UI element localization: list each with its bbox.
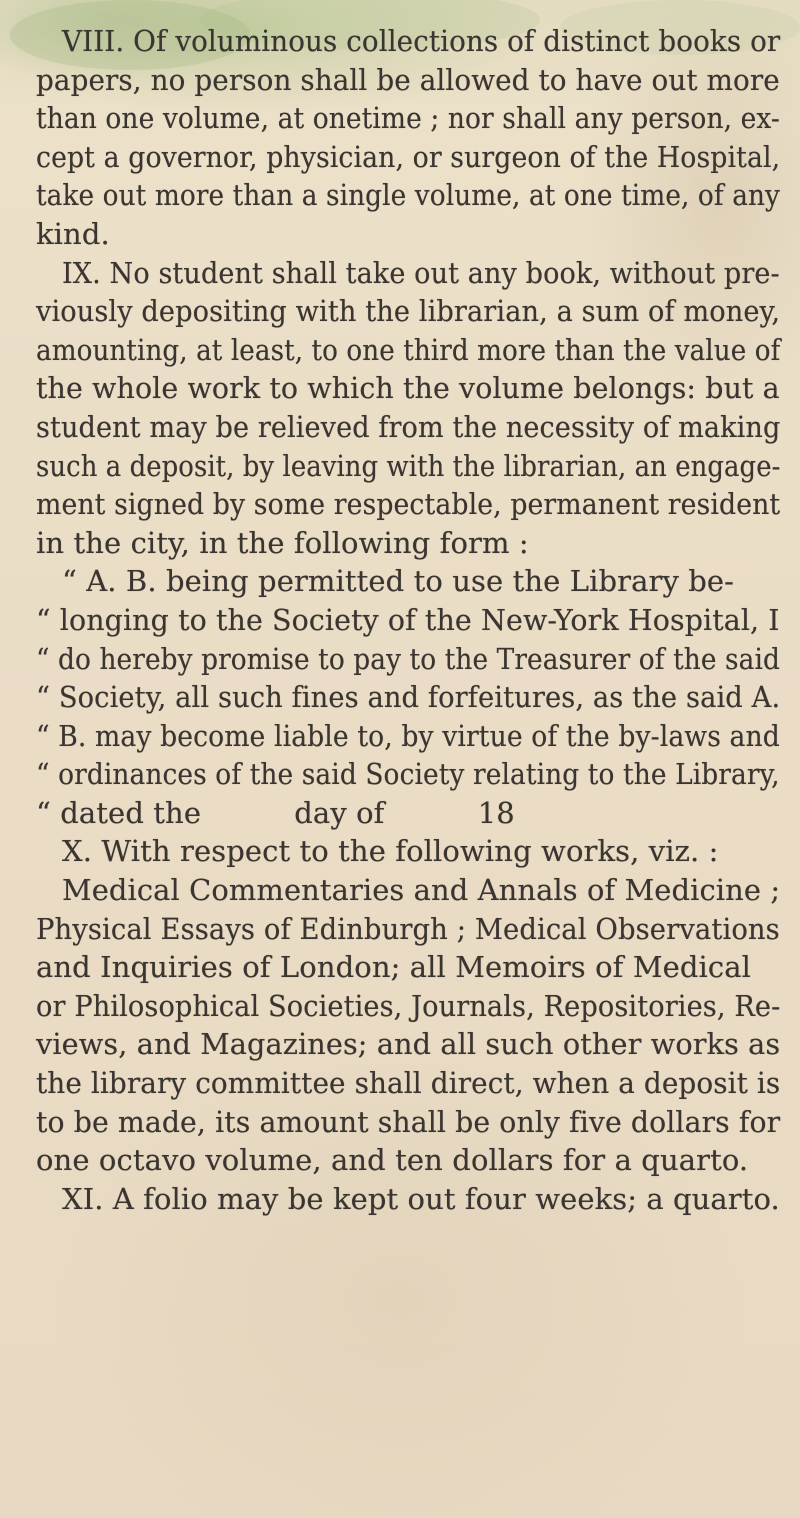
text-line: X. With respect to the following works, viz. : <box>62 834 719 869</box>
text-line: kind. <box>36 216 110 251</box>
text-line: such a deposit, by leaving with the librarian, an engage- <box>36 448 781 483</box>
text-line: take out more than a single volume, at one time, of any <box>36 178 781 213</box>
text-line: student may be relieved from the necessity of making <box>36 409 781 444</box>
text-line: the whole work to which the volume belongs: but a <box>36 371 780 406</box>
text-line: viously depositing with the librarian, a sum of money, <box>36 294 781 329</box>
text-line: the library committee shall direct, when a deposit is <box>36 1066 781 1101</box>
text-line: “ A. B. being permitted to use the Library be- <box>62 564 735 599</box>
text-line: and Inquiries of London; all Memoirs of Medical <box>36 950 752 985</box>
text-line: “ dated the day of 18 <box>36 795 515 830</box>
text-line: Medical Commentaries and Annals of Medicine ; <box>62 873 781 908</box>
text-line: “ ordinances of the said Society relating to the Library, <box>36 757 780 792</box>
text-line: to be made, its amount shall be only five dollars for <box>36 1104 781 1139</box>
text-line: cept a governor, physician, or surgeon of the Hospital, <box>36 139 781 174</box>
text-line: “ longing to the Society of the New-York Hospital, I <box>36 602 780 637</box>
text-line: “ Society, all such fines and forfeitures, as the said A. <box>36 680 781 715</box>
text-line: ment signed by some respectable, permanent resident <box>36 487 781 522</box>
text-line: amounting, at least, to one third more than the value of <box>36 332 781 367</box>
page-text <box>36 22 796 1218</box>
text-line: one octavo volume, and ten dollars for a quarto. <box>36 1143 749 1178</box>
text-line: IX. No student shall take out any book, without pre- <box>62 255 780 290</box>
text-line: “ B. may become liable to, by virtue of the by-laws and <box>36 718 780 753</box>
text-line: views, and Magazines; and all such other works as <box>36 1027 781 1062</box>
text-line: Physical Essays of Edinburgh ; Medical Observations <box>36 911 780 946</box>
text-line: than one volume, at onetime ; nor shall any person, ex- <box>36 101 780 136</box>
text-line: papers, no person shall be allowed to have out more <box>36 62 780 97</box>
text-line: “ do hereby promise to pay to the Treasurer of the said <box>36 641 780 676</box>
text-line: VIII. Of voluminous collections of distinct books or <box>62 24 781 58</box>
text-line: XI. A folio may be kept out four weeks; a quarto. <box>62 1181 780 1216</box>
text-line: in the city, in the following form : <box>36 525 529 560</box>
text-line: or Philosophical Societies, Journals, Repositories, Re- <box>36 988 781 1023</box>
